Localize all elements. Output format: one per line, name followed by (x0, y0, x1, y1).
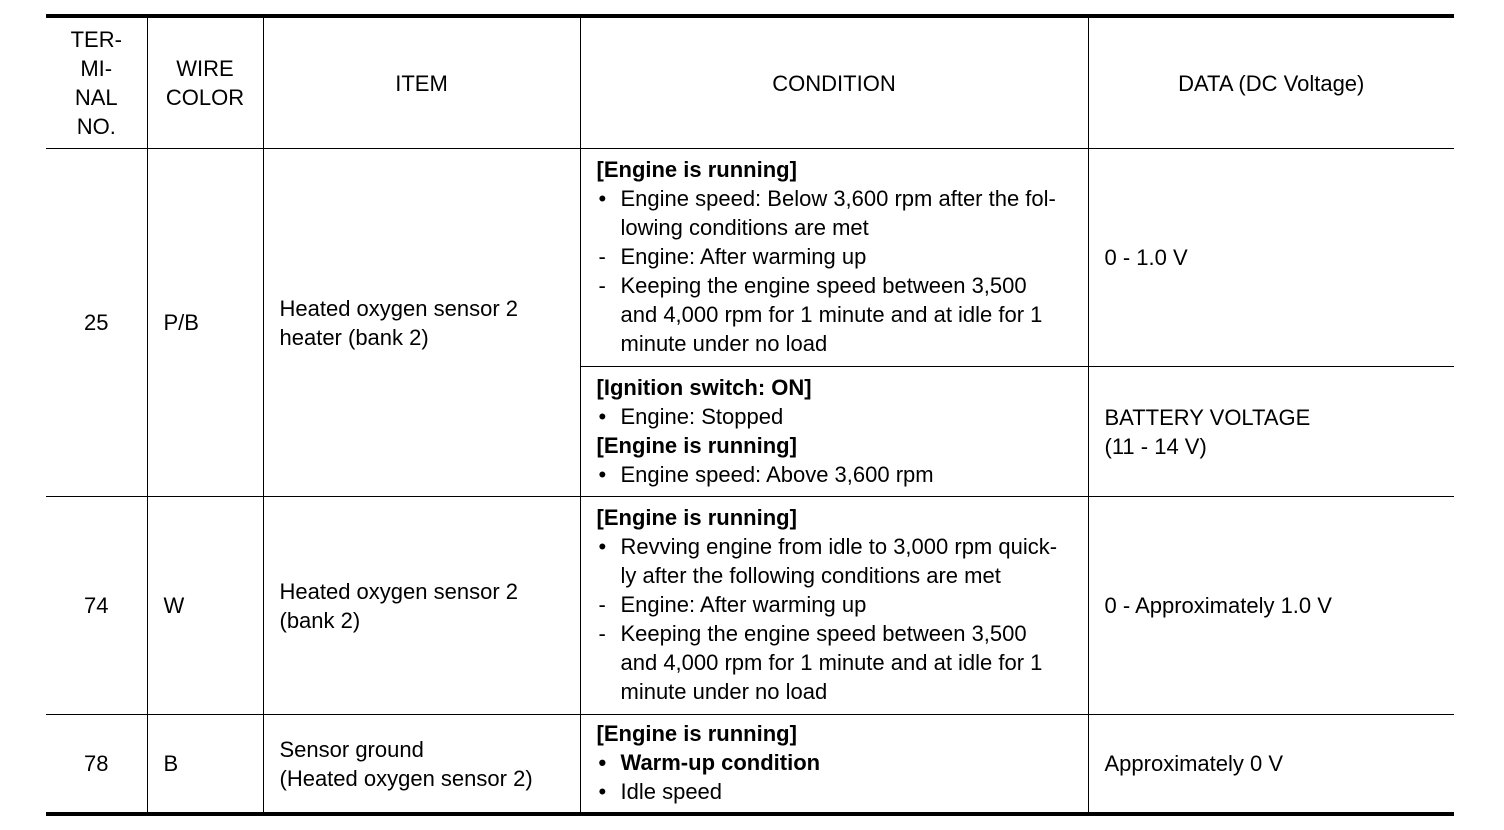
condition-header: [Engine is running] (596, 157, 797, 182)
data-value (1088, 715, 1454, 815)
condition-text: ly after the following conditions are met (620, 563, 1001, 588)
header-terminal-line: MI- (80, 56, 113, 81)
wire-color: P/B (147, 149, 263, 497)
condition-text: lowing conditions are met (620, 215, 869, 240)
condition-text: Engine: After warming up (620, 592, 867, 617)
bullet-mark: • (598, 403, 607, 429)
item-description (263, 149, 580, 497)
item-line: Heated oxygen sensor 2 (279, 578, 518, 604)
condition-text: Engine: After warming up (620, 244, 867, 269)
dash-mark: - (598, 273, 606, 298)
condition-text: Keeping the engine speed between 3,500 (620, 273, 1027, 298)
data-line: BATTERY VOLTAGE (1104, 404, 1311, 430)
condition-text: Idle speed (620, 779, 723, 804)
terminal-number: 78 (46, 715, 147, 815)
condition-cell (580, 715, 1088, 815)
condition-text: Engine: Stopped (620, 403, 784, 429)
data-line: 0 - Approximately 1.0 V (1104, 593, 1332, 618)
dash-mark: - (598, 592, 606, 617)
condition-text: and 4,000 rpm for 1 minute and at idle for 1 (620, 302, 1043, 327)
condition-text: minute under no load (620, 679, 828, 704)
terminal-number: 25 (46, 149, 147, 497)
condition-text: Revving engine from idle to 3,000 rpm quick- (620, 534, 1058, 559)
condition-text: and 4,000 rpm for 1 minute and at idle for 1 (620, 650, 1043, 675)
condition-cell (580, 367, 1088, 497)
item-line: (Heated oxygen sensor 2) (279, 765, 533, 791)
bullet-mark: • (598, 534, 607, 559)
header-terminal-line: NAL (74, 85, 118, 110)
header-wire-line: COLOR (165, 85, 245, 110)
header-row (46, 16, 1454, 149)
bullet-mark: • (598, 779, 607, 804)
bullet-mark: • (598, 461, 607, 487)
item-description (263, 715, 580, 815)
item-description (263, 497, 580, 715)
data-line: (11 - 14 V) (1104, 433, 1207, 459)
condition-bullet (597, 242, 1082, 271)
condition-cell (580, 497, 1088, 715)
wire-color: B (147, 715, 263, 815)
condition-bullet (597, 532, 1082, 590)
table-row (46, 715, 1454, 815)
condition-cell (580, 149, 1088, 367)
item-line: Sensor ground (279, 736, 424, 762)
item-line: (bank 2) (279, 607, 361, 633)
condition-text: minute under no load (620, 331, 828, 356)
condition-text: Keeping the engine speed between 3,500 (620, 621, 1027, 646)
header-terminal-no (46, 16, 147, 149)
data-line: 0 - 1.0 V (1104, 245, 1188, 270)
bullet-mark: • (598, 186, 607, 211)
terminal-number: 74 (46, 497, 147, 715)
dash-mark: - (598, 244, 606, 269)
header-data: DATA (DC Voltage) (1088, 16, 1454, 149)
condition-bullet (597, 184, 1082, 242)
condition-header: [Engine is running] (596, 432, 797, 458)
header-item: ITEM (263, 16, 580, 149)
header-condition: CONDITION (580, 16, 1088, 149)
data-value (1088, 497, 1454, 715)
table-row (46, 149, 1454, 367)
data-line: Approximately 0 V (1104, 751, 1284, 776)
condition-bullet (597, 590, 1082, 619)
condition-bullet (597, 748, 1082, 777)
item-line: Heated oxygen sensor 2 (279, 295, 518, 321)
header-terminal-line: TER- (70, 27, 122, 52)
condition-bullet (597, 271, 1082, 358)
item-line: heater (bank 2) (279, 324, 429, 350)
condition-bullet (597, 619, 1082, 706)
header-wire-line: WIRE (176, 56, 234, 81)
condition-header: [Ignition switch: ON] (596, 374, 812, 400)
header-wire-color (147, 16, 263, 149)
wire-color: W (147, 497, 263, 715)
condition-header: [Engine is running] (596, 505, 797, 530)
condition-bullet (597, 402, 1082, 431)
dash-mark: - (598, 621, 606, 646)
condition-bullet (597, 460, 1082, 489)
bullet-mark: • (598, 750, 607, 775)
condition-text: Warm-up condition (620, 750, 821, 775)
condition-header: [Engine is running] (596, 721, 797, 746)
data-value (1088, 149, 1454, 367)
data-value (1088, 367, 1454, 497)
terminal-data-table (46, 14, 1454, 816)
condition-text: Engine speed: Above 3,600 rpm (620, 461, 934, 487)
header-terminal-line: NO. (76, 114, 116, 139)
table-row (46, 497, 1454, 715)
condition-bullet (597, 777, 1082, 806)
condition-text: Engine speed: Below 3,600 rpm after the fol- (620, 186, 1056, 211)
